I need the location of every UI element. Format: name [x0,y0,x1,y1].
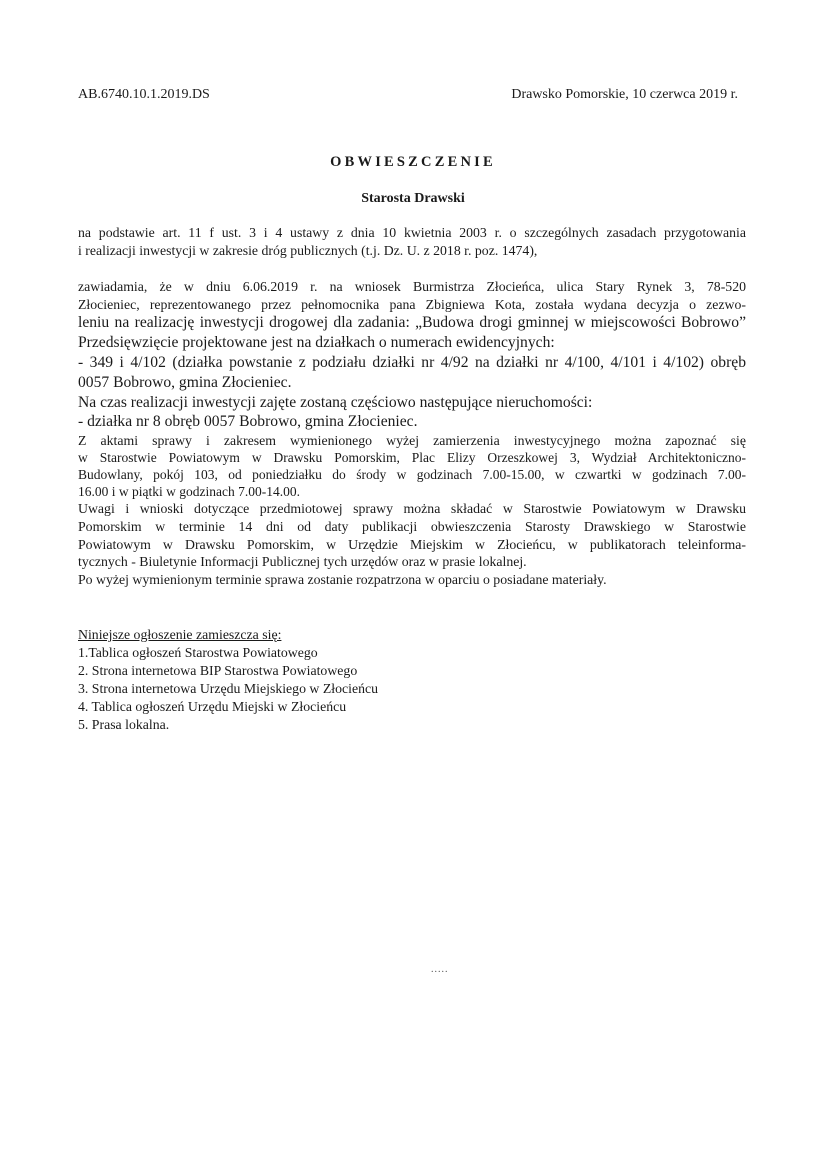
legal-basis-line: na podstawie art. 11 f ust. 3 i 4 ustawy z dnia 10 kwietnia 2003 r. o szczególnych zasadach przygotowania [78,225,746,240]
publication-heading: Niniejsze ogłoszenie zamieszcza się: [78,627,282,642]
body-line: - 349 i 4/102 (działka powstanie z podziału działki nr 4/92 na działki nr 4/100, 4/101 i 4/102) obręb [78,354,746,371]
body-line: Z aktami sprawy i zakresem wymienionego wyżej zamierzenia inwestycyjnego można zapoznać się [78,433,746,448]
body-line: Uwagi i wnioski dotyczące przedmiotowej sprawy można składać w Starostwie Powiatowym w Drawsku [78,501,746,516]
body-line: Po wyżej wymienionym terminie sprawa zostanie rozpatrzona w oparciu o posiadane materiały. [78,572,607,587]
legal-basis-line: i realizacji inwestycji w zakresie dróg publicznych (t.j. Dz. U. z 2018 r. poz. 1474), [78,243,538,258]
body-line: Na czas realizacji inwestycji zajęte zostaną częściowo następujące nieruchomości: [78,394,593,411]
notice-issuer: Starosta Drawski [361,191,465,206]
notice-title: OBWIESZCZENIE [330,154,496,170]
body-line: - działka nr 8 obręb 0057 Bobrowo, gmina Złocieniec. [78,413,418,430]
body-line: 16.00 i w piątki w godzinach 7.00-14.00. [78,484,300,499]
reference-number: AB.6740.10.1.2019.DS [78,87,210,102]
place-and-date: Drawsko Pomorskie, 10 czerwca 2019 r. [511,87,738,102]
footer-mark: ..... [431,964,449,975]
body-line: tycznych - Biuletynie Informacji Publicznej tych urzędów oraz w prasie lokalnej. [78,554,527,569]
publication-item: 2. Strona internetowa BIP Starostwa Powiatowego [78,663,358,678]
body-line: Pomorskim w terminie 14 dni od daty publikacji obwieszczenia Starosty Drawskiego w Starostwie [78,519,746,534]
publication-item: 4. Tablica ogłoszeń Urzędu Miejski w Złocieńcu [78,699,347,714]
publication-item: 3. Strona internetowa Urzędu Miejskiego w Złocieńcu [78,681,378,696]
body-line: Złocieniec, reprezentowanego przez pełnomocnika pana Zbigniewa Kota, została wydana decyzja o zezwo- [78,297,746,312]
body-line: zawiadamia, że w dniu 6.06.2019 r. na wniosek Burmistrza Złocieńca, ulica Stary Rynek 3, 78-520 [78,279,746,294]
publication-item: 5. Prasa lokalna. [78,717,170,732]
body-line: 0057 Bobrowo, gmina Złocieniec. [78,374,292,391]
body-line: Budowlany, pokój 103, od poniedziałku do środy w godzinach 7.00-15.00, w czwartki w godzinach 7.00- [78,467,746,482]
body-line: w Starostwie Powiatowym w Drawsku Pomorskim, Plac Elizy Orzeszkowej 3, Wydział Architektoniczno- [78,450,746,465]
publication-item: 1.Tablica ogłoszeń Starostwa Powiatowego [78,645,318,660]
body-line: leniu na realizację inwestycji drogowej dla zadania: „Budowa drogi gminnej w miejscowości Bobrowo” [78,314,746,331]
body-line: Powiatowym w Drawsku Pomorskim, w Urzędzie Miejskim w Złocieńcu, w publikatorach teleinforma- [78,537,746,552]
body-line: Przedsięwzięcie projektowane jest na działkach o numerach ewidencyjnych: [78,334,555,351]
